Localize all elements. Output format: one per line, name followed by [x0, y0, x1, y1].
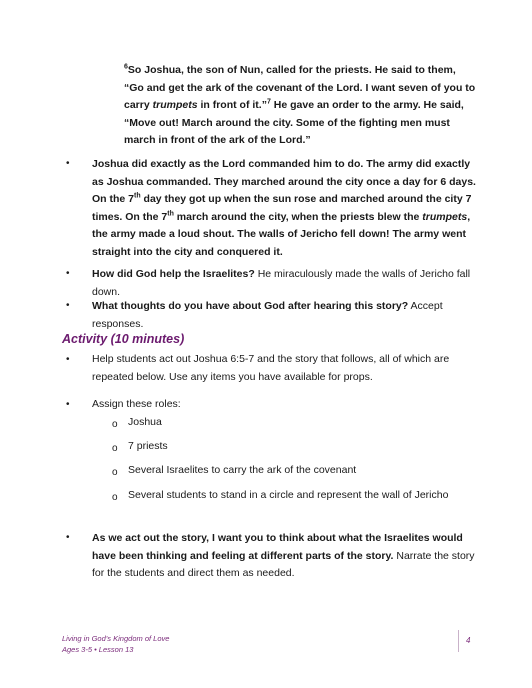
activity-instruction: Help students act out Joshua 6:5-7 and the story that follows, all of which are repeated below. Use any items you have available for props. — [92, 353, 450, 383]
bullet-marker: • — [66, 268, 70, 279]
quote-text: in front of it.” — [197, 99, 267, 111]
discussion-question — [92, 298, 482, 333]
bullet-marker: • — [66, 532, 70, 543]
bullet-marker: • — [66, 354, 70, 365]
question-text: What thoughts do you have about God after hearing this story? — [92, 300, 409, 312]
sub-bullet-marker: o — [112, 443, 118, 454]
instruction-text: Narrate the story for the students and direct them as needed. — [92, 549, 475, 579]
answer-text: He miraculously made the walls of Jericho fall down. — [92, 268, 471, 298]
sub-bullet-marker: o — [112, 492, 118, 503]
footer-divider — [458, 630, 459, 652]
story-text: Joshua did exactly as the Lord commanded him to do. The army did exactly as Joshua commanded. They marched around the city once a day for 6 days. On the 7 — [92, 158, 476, 205]
role-item: 7 priests — [128, 440, 168, 452]
ordinal-suffix: th — [134, 192, 141, 200]
scripture-quote — [124, 62, 476, 150]
story-paragraph — [92, 156, 482, 261]
activity-instruction — [92, 530, 482, 583]
quote-text: So Joshua, the son of Nun, called for the priests. He said to them, “Go and get the ark of the covenant of the Lord. I want seven of you to carry — [124, 64, 476, 111]
quote-text: He gave an order to the army. He said, “Move out! March around the city. Some of the fighting men must march in front of the ark of the Lord.” — [124, 99, 464, 146]
footer-subtitle: Ages 3-5 • Lesson 13 — [62, 645, 134, 654]
question-text: How did God help the Israelites? — [92, 268, 255, 280]
activity-instruction: Assign these roles: — [92, 398, 181, 410]
sub-bullet-marker: o — [112, 419, 118, 430]
bullet-marker: • — [66, 158, 70, 169]
verse-number: 6 — [124, 63, 128, 71]
page-number: 4 — [466, 636, 471, 645]
bullet-marker: • — [66, 300, 70, 311]
quote-emphasis: trumpets — [152, 99, 198, 111]
discussion-question — [92, 266, 482, 301]
footer-title: Living in God’s Kingdom of Love — [62, 634, 170, 643]
bullet-marker: • — [66, 399, 70, 410]
story-text: , the army made a loud shout. The walls of Jericho fell down! The army went straight into the city and conquered it. — [92, 210, 471, 258]
role-item: Joshua — [128, 416, 162, 428]
story-text: day they got up when the sun rose and marched around the city 7 times. On the 7 — [92, 193, 472, 223]
prompt-text: As we act out the story, I want you to think about what the Israelites would have been thinking and feeling at different parts of the story. — [92, 532, 463, 562]
answer-text: Accept responses. — [92, 300, 443, 330]
sub-bullet-marker: o — [112, 467, 118, 478]
story-emphasis: trumpets — [422, 210, 468, 223]
role-item: Several students to stand in a circle and represent the wall of Jericho — [128, 489, 449, 501]
role-item: Several Israelites to carry the ark of the covenant — [128, 464, 357, 476]
footer — [62, 633, 169, 655]
story-text: march around the city, when the priests blew the — [173, 210, 423, 223]
verse-number: 7 — [266, 98, 271, 106]
activity-heading: Activity (10 minutes) — [62, 332, 185, 346]
ordinal-suffix: th — [167, 210, 174, 217]
